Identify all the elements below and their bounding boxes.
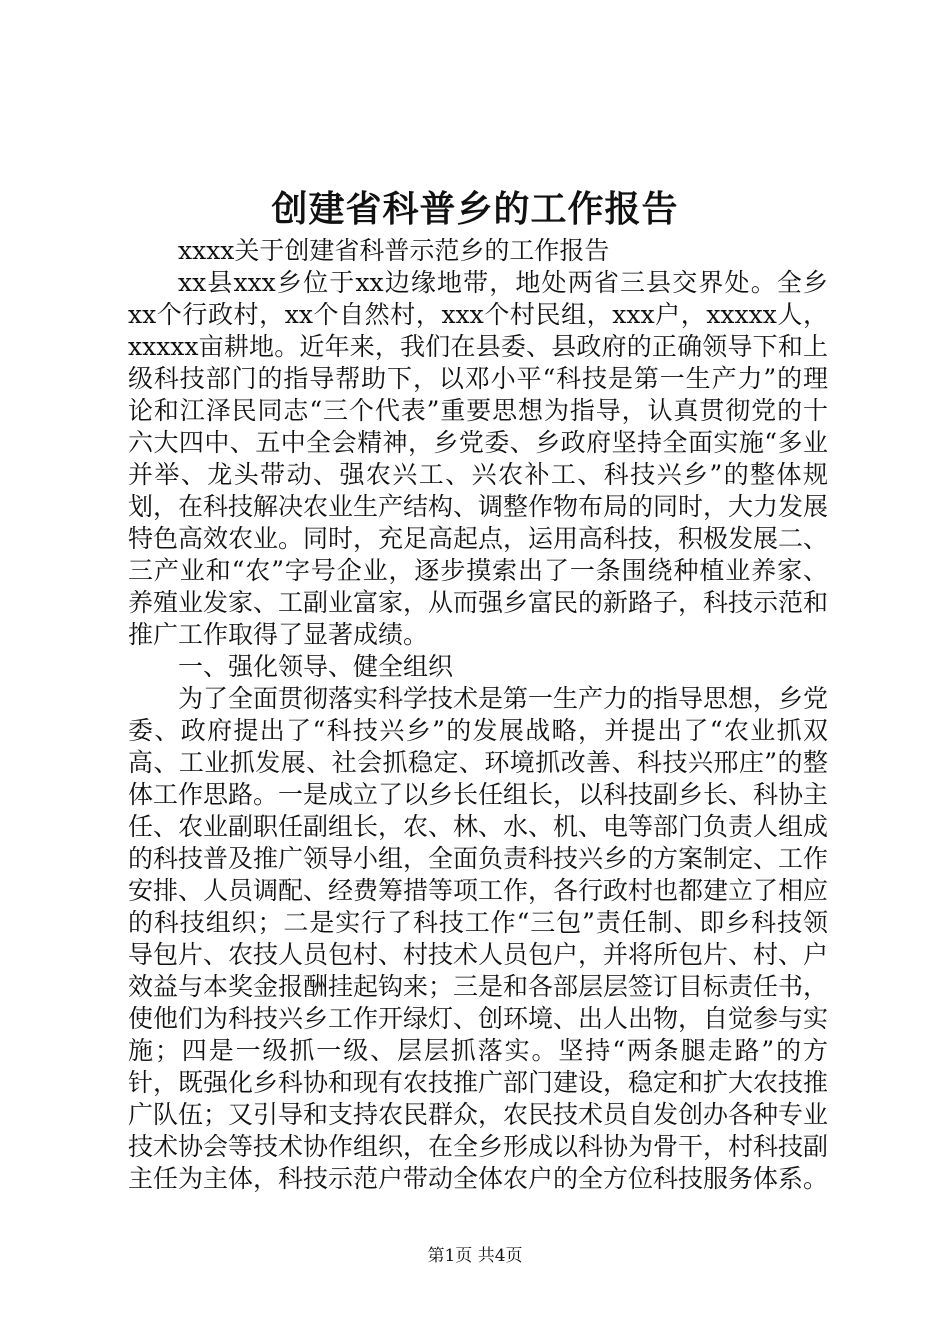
section-paragraph: 为了全面贯彻落实科学技术是第一生产力的指导思想，乡党委、政府提出了“科技兴乡”的发展战略，并提出了“农业抓双高、工业抓发展、社会抓稳定、环境抓改善、科技兴邢庄”的整体工作思路。一是成立了以乡长任组长，以科技副乡长、科协主任、农业副职任副组长，农、林、水、机、电等部门负责人组成的科技普及推广领导小组，全面负责科技兴乡的方案制定、工作安排、人员调配、经费筹措等项工作，各行政村也都建立了相应的科技组织；二是实行了科技工作“三包”责任制、即乡科技领导包片、农技人员包村、村技术人员包户，并将所包片、村、户效益与本奖金报酬挂起钩来；三是和各部层层签订目标责任书，使他们为科技兴乡工作开绿灯、创环境、出人出物，自觉参与实施；四是一级抓一级、层层抓落实。坚持“两条腿走路”的方针，既强化乡科协和现有农技推广部门建设，稳定和扩大农技推广队伍；又引导和支持农民群众，农民技术员自发创办各种专业技术协会等技术协作组织，在全乡形成以科协为骨干，村科技副主任为主体，科技示范户带动全体农户的全方位科技服务体系。: [128, 684, 829, 1193]
section-heading: 一、强化领导、健全组织: [178, 652, 454, 681]
document-title: 创建省科普乡的工作报告: [271, 188, 679, 230]
document-body: [128, 235, 828, 1195]
intro-paragraph: xx县xxx乡位于xx边缘地带，地处两省三县交界处。全乡xx个行政村，xx个自然村，xxx个村民组，xxx户，xxxxx人，xxxxx亩耕地。近年来，我们在县委、县政府的正确领导下和上级科技部门的指导帮助下，以邓小平“科技是第一生产力”的理论和江泽民同志“三个代表”重要思想为指导，认真贯彻党的十六大四中、五中全会精神，乡党委、乡政府坚持全面实施“多业并举、龙头带动、强农兴工、兴农补工、科技兴乡”的整体规划，在科技解决农业生产结构、调整作物布局的同时，大力发展特色高效农业。同时，充足高起点，运用高科技，积极发展二、三产业和“农”字号企业，逐步摸索出了一条围绕种植业养家、养殖业发家、工副业富家，从而强乡富民的新路子，科技示范和推广工作取得了显著成绩。: [128, 268, 829, 649]
report-subtitle-paragraph: xxxx关于创建省科普示范乡的工作报告: [178, 236, 610, 265]
page-number-footer: 第1页 共4页: [427, 1246, 523, 1266]
